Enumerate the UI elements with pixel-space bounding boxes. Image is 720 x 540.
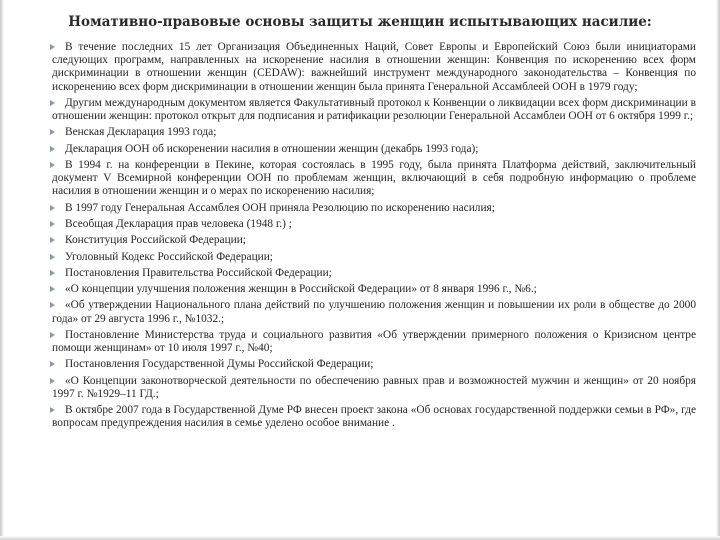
bullet-arrow-icon [50, 146, 55, 152]
bullet-arrow-icon [50, 205, 55, 211]
list-item: В 1994 г. на конференции в Пекине, которая состоялась в 1995 году, была принята Платформа действий, заключительный документ V Всемирной конференции ООН по проблемам женщин, включающий в себя подробную информацию о проблеме насилия в отношении женщин и о мерах по искоренению насилия; [52, 159, 696, 198]
list-item: Конституция Российской Федерации; [52, 234, 696, 247]
list-item: «О концепции улучшения положения женщин в Российской Федерации» от 8 января 1996 г., №6.; [52, 283, 696, 296]
bullet-arrow-icon [50, 361, 55, 367]
bullet-arrow-icon [50, 332, 55, 338]
slide-content [52, 41, 696, 434]
bullet-arrow-icon [50, 270, 55, 276]
list-item: В октябре 2007 года в Государственной Думе РФ внесен проект закона «Об основах государственной поддержки семьи в РФ», где вопросам предупреждения насилия в семье уделено особое внимание . [52, 404, 696, 430]
bullet-arrow-icon [50, 286, 55, 292]
bullet-arrow-icon [50, 254, 55, 260]
bullet-arrow-icon [50, 302, 55, 308]
list-item: В 1997 году Генеральная Ассамблея ООН приняла Резолюцию по искоренению насилия; [52, 202, 696, 215]
bullet-arrow-icon [50, 221, 55, 227]
bullet-arrow-icon [50, 44, 55, 50]
bullet-arrow-icon [50, 237, 55, 243]
list-item: Другим международным документом является Факультативный протокол к Конвенции о ликвидации всех форм дискриминации в отношении женщин: протокол открыт для подписания и ратификации резолюции Генеральной Ассамблеи ООН от 6 октября 1999 г.; [52, 96, 696, 123]
bottom-edge-shadow [0, 536, 720, 540]
list-item: Венская Декларация 1993 года; [52, 126, 696, 139]
slide-title: Номативно-правовые основы защиты женщин испытывающих насилие: [68, 14, 652, 30]
left-edge-shadow [0, 0, 4, 540]
bullet-arrow-icon [50, 162, 55, 168]
bullet-arrow-icon [50, 378, 55, 384]
bullet-arrow-icon [50, 407, 55, 413]
list-item: «О Концепции законотворческой деятельности по обеспечению равных прав и возможностей мужчин и женщин» от 20 ноября 1997 г. №1929–11 ГД.; [52, 374, 696, 400]
bullet-arrow-icon [50, 129, 55, 135]
bullet-arrow-icon [50, 100, 55, 106]
right-edge-shadow [716, 0, 720, 540]
list-item: Постановления Государственной Думы Российской Федерации; [52, 358, 696, 371]
list-item: Всеобщая Декларация прав человека (1948 г.) ; [52, 218, 696, 231]
list-item: Постановление Министерства труда и социального развития «Об утверждении примерного положения о Кризисном центре помощи женщинам» от 10 июля 1997 г., №40; [52, 328, 696, 355]
bullet-list [52, 41, 696, 431]
list-item: Уголовный Кодекс Российской Федерации; [52, 251, 696, 264]
list-item: Декларация ООН об искоренении насилия в отношении женщин (декабрь 1993 года); [52, 143, 696, 156]
list-item: В течение последних 15 лет Организация Объединенных Наций, Совет Европы и Европейский Союз были инициаторами следующих программ, направленных на искоренение насилия в отношении женщин: Конвенция по искоренению всех форм дискриминации в отношении женщин (CEDAW): важнейший инструмент международного законодательства – Конвенция по искоренению всех форм дискриминации в отношении женщин была принята Генеральной Ассамблеей ООН в 1979 году; [52, 41, 696, 93]
list-item: «Об утверждении Национального плана действий по улучшению положения женщин и повышении их роли в обществе до 2000 года» от 29 августа 1996 г., №1032.; [52, 299, 696, 325]
list-item: Постановления Правительства Российской Федерации; [52, 267, 696, 280]
